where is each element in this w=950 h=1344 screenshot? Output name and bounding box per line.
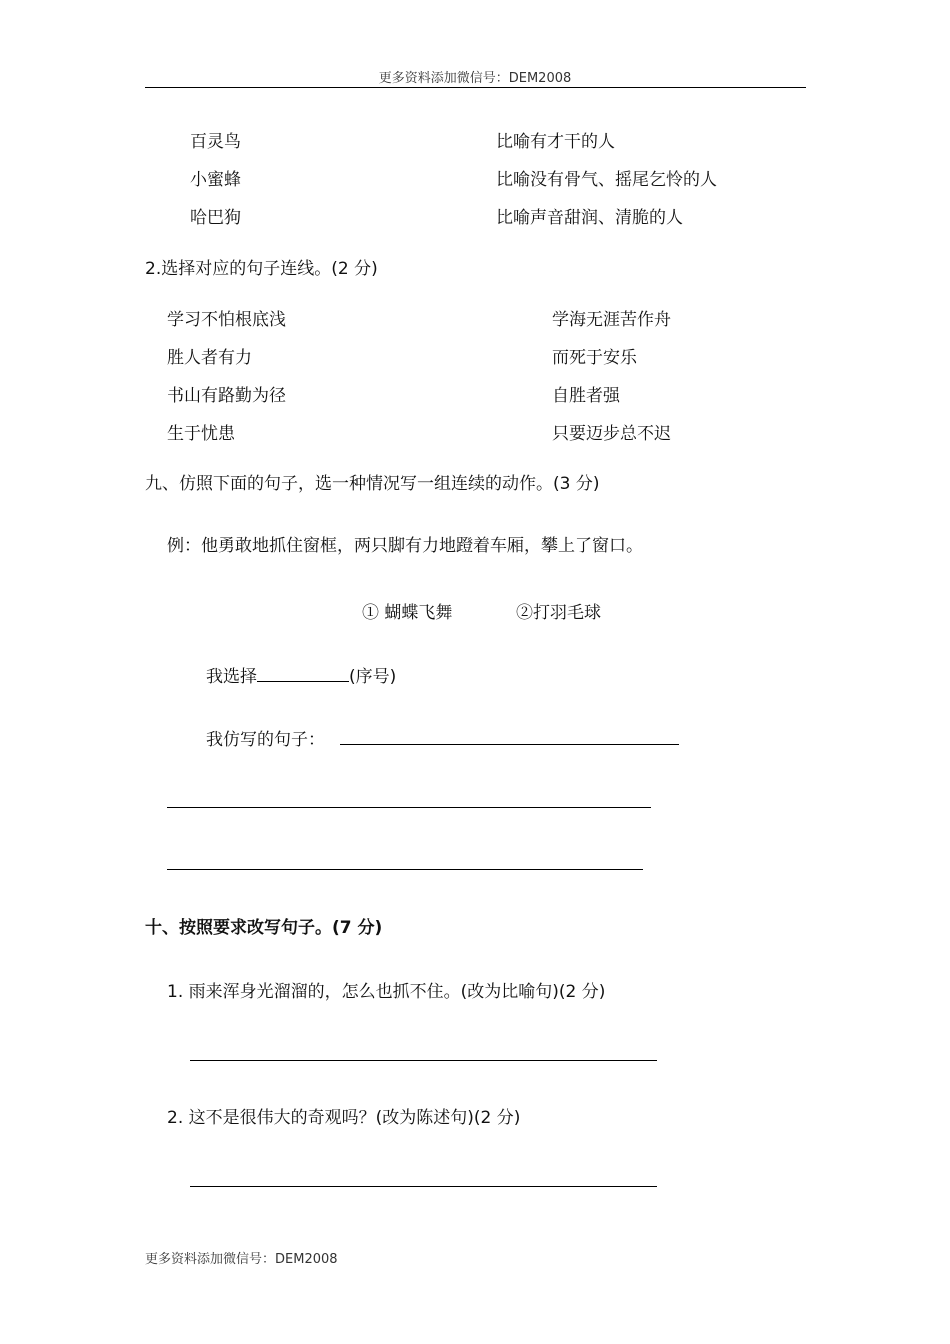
q2-right-2: 而死于安乐 [552,348,637,368]
q9-write-label: 我仿写的句子： [206,730,325,750]
match-left-1: 百灵鸟 [190,132,241,152]
q9-choose-label: 我选择 [206,667,257,687]
match-right-1: 比喻有才干的人 [496,132,615,152]
q9-choose-suffix: (序号) [349,667,397,687]
q2-left-4: 生于忧患 [167,424,235,444]
q10-item-1: 1. 雨来浑身光溜溜的，怎么也抓不住。(改为比喻句)(2 分) [167,982,606,1002]
q2-right-1: 学海无涯苦作舟 [552,310,671,330]
header-rule [145,87,806,88]
match-right-2: 比喻没有骨气、摇尾乞怜的人 [496,170,717,190]
match-right-3: 比喻声音甜润、清脆的人 [496,208,683,228]
q10-item-2: 2. 这不是很伟大的奇观吗？(改为陈述句)(2 分) [167,1108,521,1128]
match-left-3: 哈巴狗 [190,208,241,228]
q9-choose-blank[interactable] [257,664,349,682]
q9-option-2: ②打羽毛球 [516,603,601,623]
q2-left-3: 书山有路勤为径 [167,386,286,406]
q9-example: 例：他勇敢地抓住窗框，两只脚有力地蹬着车厢，攀上了窗口。 [167,536,643,556]
q10-answer-line-1[interactable] [190,1060,657,1061]
q2-title: 2.选择对应的句子连线。(2 分) [145,259,378,279]
q10-title: 十、按照要求改写句子。(7 分) [145,918,383,938]
q9-answer-line-2[interactable] [167,807,651,808]
q9-choose-row [206,662,396,687]
q9-option-1: ① 蝴蝶飞舞 [362,603,453,623]
q2-left-2: 胜人者有力 [167,348,252,368]
q2-right-4: 只要迈步总不迟 [552,424,671,444]
q2-left-1: 学习不怕根底浅 [167,310,286,330]
q2-right-3: 自胜者强 [552,386,620,406]
q9-answer-line-1[interactable] [340,744,679,745]
page-footer: 更多资料添加微信号：DEM2008 [145,1252,338,1267]
q9-title: 九、仿照下面的句子，选一种情况写一组连续的动作。(3 分) [145,474,600,494]
q9-answer-line-3[interactable] [167,869,643,870]
q10-answer-line-2[interactable] [190,1186,657,1187]
page-header: 更多资料添加微信号：DEM2008 [378,71,572,86]
match-left-2: 小蜜蜂 [190,170,241,190]
